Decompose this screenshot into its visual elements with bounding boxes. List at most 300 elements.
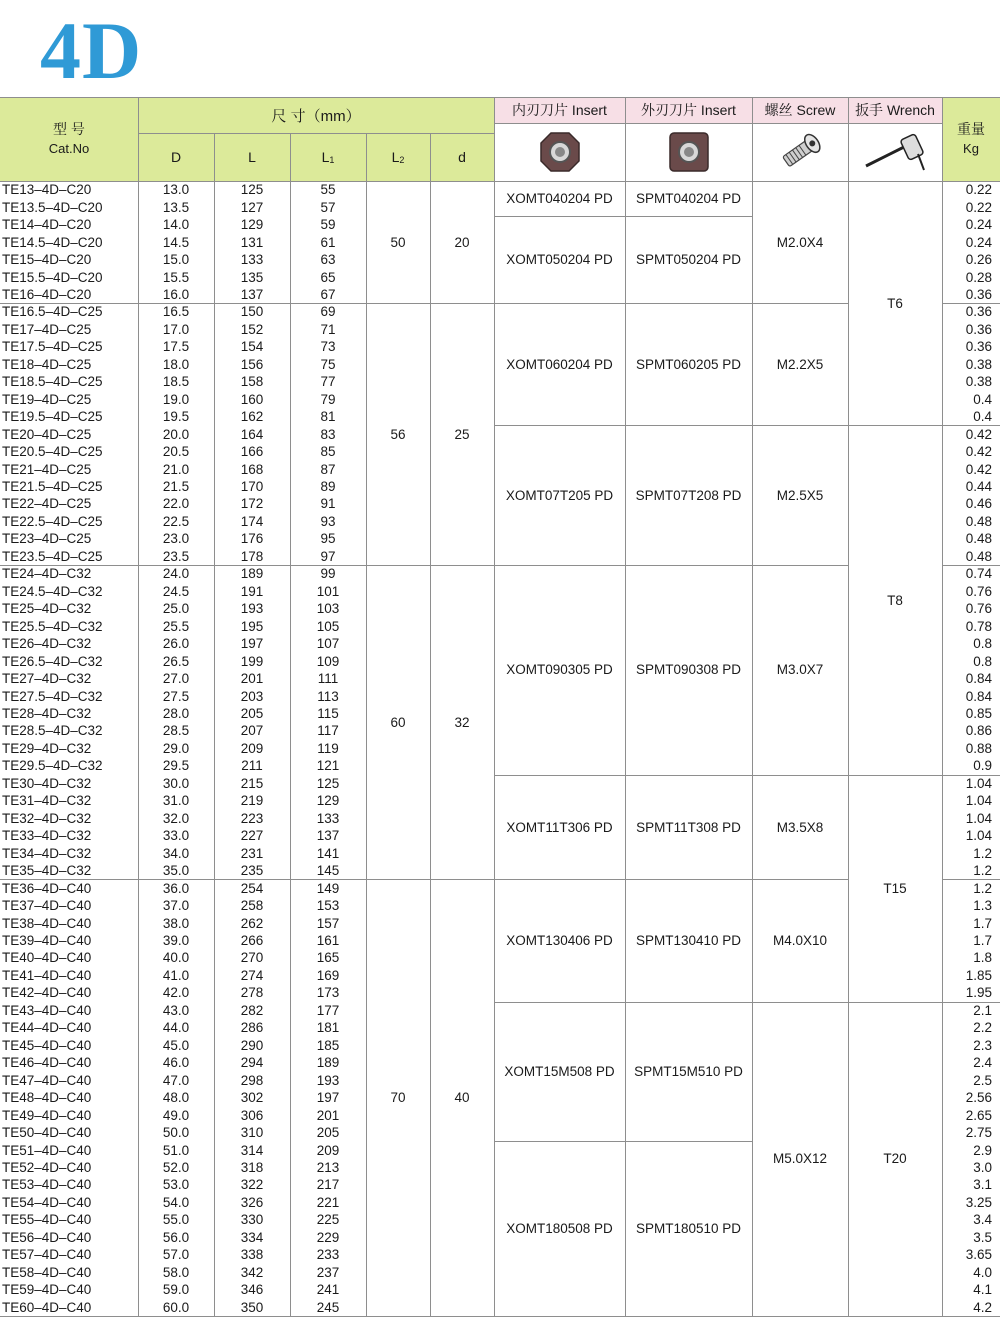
- grid-line: [0, 879, 138, 880]
- grid-line: [752, 565, 848, 566]
- weight-cell: 3.1: [942, 1176, 1000, 1193]
- cat-no-cell: TE27.5–4D–C32: [0, 687, 138, 704]
- grid-line: [494, 303, 752, 304]
- weight-cell: 0.42: [942, 460, 1000, 477]
- D-cell: 53.0: [138, 1176, 214, 1193]
- grid-line: [0, 1316, 1000, 1317]
- grid-line: [848, 97, 849, 1316]
- L1-cell: 169: [290, 967, 366, 984]
- D-cell: 26.5: [138, 652, 214, 669]
- L1-cell: 129: [290, 792, 366, 809]
- L-cell: 154: [214, 338, 290, 355]
- L1-cell: 105: [290, 618, 366, 635]
- L-cell: 298: [214, 1071, 290, 1088]
- L-cell: 203: [214, 687, 290, 704]
- L1-cell: 177: [290, 1002, 366, 1019]
- L-cell: 205: [214, 705, 290, 722]
- L-cell: 286: [214, 1019, 290, 1036]
- col-L2-header: [366, 133, 430, 181]
- weight-cell: 0.36: [942, 303, 1000, 320]
- D-cell: 20.5: [138, 443, 214, 460]
- weight-cell: 0.24: [942, 233, 1000, 250]
- cat-no-cell: TE46–4D–C40: [0, 1054, 138, 1071]
- D-cell: 21.5: [138, 478, 214, 495]
- d-cell: 40: [430, 879, 494, 1316]
- D-cell: 56.0: [138, 1229, 214, 1246]
- D-cell: 17.5: [138, 338, 214, 355]
- L2-cell: 60: [366, 565, 430, 879]
- L1-cell: 93: [290, 513, 366, 530]
- L-cell: 330: [214, 1211, 290, 1228]
- cat-no-header-en: Cat.No: [48, 141, 90, 156]
- grid-line: [494, 123, 942, 124]
- weight-cell: 2.5: [942, 1071, 1000, 1088]
- grid-line: [494, 775, 752, 776]
- weight-cell: 2.3: [942, 1037, 1000, 1054]
- D-cell: 45.0: [138, 1037, 214, 1054]
- L-cell: 290: [214, 1037, 290, 1054]
- D-cell: 30.0: [138, 775, 214, 792]
- weight-cell: 0.24: [942, 216, 1000, 233]
- D-cell: 13.0: [138, 181, 214, 198]
- D-cell: 44.0: [138, 1019, 214, 1036]
- L1-cell: 225: [290, 1211, 366, 1228]
- grid-line: [138, 879, 494, 880]
- L1-cell: 115: [290, 705, 366, 722]
- d-cell: 25: [430, 303, 494, 565]
- cat-no-cell: TE29–4D–C32: [0, 740, 138, 757]
- L-cell: 258: [214, 897, 290, 914]
- cat-no-cell: TE21–4D–C25: [0, 460, 138, 477]
- weight-cell: 1.04: [942, 775, 1000, 792]
- grid-line: [848, 425, 942, 426]
- weight-cell: 2.1: [942, 1002, 1000, 1019]
- outer-insert-cell: SPMT040204 PD: [625, 181, 752, 216]
- D-cell: 35.0: [138, 862, 214, 879]
- grid-line: [366, 133, 367, 1316]
- D-cell: 28.0: [138, 705, 214, 722]
- grid-line: [752, 97, 753, 1316]
- L1-cell: 61: [290, 233, 366, 250]
- L-cell: 193: [214, 600, 290, 617]
- cat-no-cell: TE34–4D–C32: [0, 844, 138, 861]
- L1-cell: 229: [290, 1229, 366, 1246]
- L-cell: 195: [214, 618, 290, 635]
- D-cell: 46.0: [138, 1054, 214, 1071]
- L1-cell: 103: [290, 600, 366, 617]
- screw-header: 螺丝 Screw: [752, 97, 848, 123]
- L1-cell: 109: [290, 652, 366, 669]
- L1-cell: 173: [290, 984, 366, 1001]
- L-cell: 172: [214, 495, 290, 512]
- L1-cell: 245: [290, 1298, 366, 1315]
- cat-no-cell: TE27–4D–C32: [0, 670, 138, 687]
- D-cell: 19.0: [138, 391, 214, 408]
- D-cell: 27.0: [138, 670, 214, 687]
- L1-cell: 125: [290, 775, 366, 792]
- L-cell: 127: [214, 198, 290, 215]
- D-cell: 37.0: [138, 897, 214, 914]
- grid-line: [0, 97, 1000, 98]
- weight-cell: 0.48: [942, 548, 1000, 565]
- weight-cell: 4.2: [942, 1298, 1000, 1315]
- grid-line: [214, 133, 215, 1316]
- weight-cell: 0.22: [942, 181, 1000, 198]
- weight-cell: 1.8: [942, 949, 1000, 966]
- cat-no-cell: TE32–4D–C32: [0, 810, 138, 827]
- grid-line: [942, 303, 1000, 304]
- col-L1-header-subscript: 1: [329, 155, 335, 165]
- L-cell: 342: [214, 1264, 290, 1281]
- cat-no-cell: TE14.5–4D–C20: [0, 233, 138, 250]
- L-cell: 158: [214, 373, 290, 390]
- L2-cell: 56: [366, 303, 430, 565]
- L-cell: 189: [214, 565, 290, 582]
- L1-cell: 149: [290, 879, 366, 896]
- cat-no-cell: TE49–4D–C40: [0, 1106, 138, 1123]
- D-cell: 29.5: [138, 757, 214, 774]
- outer-insert-cell: SPMT07T208 PD: [625, 425, 752, 565]
- inner-insert-cell: XOMT060204 PD: [494, 303, 625, 425]
- L-cell: 306: [214, 1106, 290, 1123]
- screw-cell: M3.0X7: [752, 565, 848, 775]
- L1-cell: 241: [290, 1281, 366, 1298]
- inner-insert-cell: XOMT130406 PD: [494, 879, 625, 1001]
- cat-no-cell: TE59–4D–C40: [0, 1281, 138, 1298]
- inner-insert-cell: XOMT180508 PD: [494, 1141, 625, 1316]
- weight-cell: 3.25: [942, 1194, 1000, 1211]
- cat-no-cell: TE31–4D–C32: [0, 792, 138, 809]
- weight-cell: 1.7: [942, 932, 1000, 949]
- D-cell: 16.5: [138, 303, 214, 320]
- L1-cell: 153: [290, 897, 366, 914]
- D-cell: 50.0: [138, 1124, 214, 1141]
- cat-no-cell: TE53–4D–C40: [0, 1176, 138, 1193]
- L-cell: 197: [214, 635, 290, 652]
- L1-cell: 185: [290, 1037, 366, 1054]
- cat-no-cell: TE48–4D–C40: [0, 1089, 138, 1106]
- weight-cell: 2.65: [942, 1106, 1000, 1123]
- D-cell: 34.0: [138, 844, 214, 861]
- inner-insert-cell: XOMT090305 PD: [494, 565, 625, 775]
- weight-cell: 1.04: [942, 827, 1000, 844]
- col-D-header: D: [138, 133, 214, 181]
- D-cell: 41.0: [138, 967, 214, 984]
- L-cell: 170: [214, 478, 290, 495]
- weight-cell: 0.4: [942, 408, 1000, 425]
- L1-cell: 89: [290, 478, 366, 495]
- cat-no-cell: TE22–4D–C25: [0, 495, 138, 512]
- L1-cell: 233: [290, 1246, 366, 1263]
- L1-cell: 79: [290, 391, 366, 408]
- grid-line: [494, 216, 752, 217]
- cat-no-cell: TE58–4D–C40: [0, 1264, 138, 1281]
- weight-cell: 1.7: [942, 914, 1000, 931]
- weight-cell: 0.42: [942, 443, 1000, 460]
- inner-insert-cell: XOMT11T306 PD: [494, 775, 625, 880]
- L1-cell: 67: [290, 286, 366, 303]
- outer-insert-cell: SPMT090308 PD: [625, 565, 752, 775]
- weight-cell: 1.2: [942, 844, 1000, 861]
- cat-no-cell: TE21.5–4D–C25: [0, 478, 138, 495]
- cat-no-cell: TE26–4D–C32: [0, 635, 138, 652]
- L1-cell: 181: [290, 1019, 366, 1036]
- inner-insert-cell: XOMT15M508 PD: [494, 1002, 625, 1142]
- L-cell: 178: [214, 548, 290, 565]
- D-cell: 47.0: [138, 1071, 214, 1088]
- L-cell: 235: [214, 862, 290, 879]
- wrench-header: 扳手 Wrench: [848, 97, 942, 123]
- L1-cell: 113: [290, 687, 366, 704]
- weight-cell: 0.48: [942, 530, 1000, 547]
- L-cell: 174: [214, 513, 290, 530]
- L-cell: 129: [214, 216, 290, 233]
- L-cell: 209: [214, 740, 290, 757]
- col-L1-header-letter: L: [321, 149, 330, 165]
- weight-cell: 0.86: [942, 722, 1000, 739]
- L-cell: 314: [214, 1141, 290, 1158]
- D-cell: 60.0: [138, 1298, 214, 1315]
- cat-no-cell: TE43–4D–C40: [0, 1002, 138, 1019]
- weight-cell: 0.26: [942, 251, 1000, 268]
- grid-line: [494, 1002, 752, 1003]
- screw-cell: M4.0X10: [752, 879, 848, 1001]
- weight-cell: 0.36: [942, 286, 1000, 303]
- product-table: [0, 97, 1000, 1316]
- L-cell: 160: [214, 391, 290, 408]
- weight-cell: 0.84: [942, 670, 1000, 687]
- L1-cell: 101: [290, 583, 366, 600]
- D-cell: 13.5: [138, 198, 214, 215]
- grid-line: [942, 775, 1000, 776]
- L-cell: 215: [214, 775, 290, 792]
- weight-cell: 0.85: [942, 705, 1000, 722]
- D-cell: 15.5: [138, 268, 214, 285]
- cat-no-cell: TE22.5–4D–C25: [0, 513, 138, 530]
- screw-cell: M2.2X5: [752, 303, 848, 425]
- L-cell: 346: [214, 1281, 290, 1298]
- L-cell: 219: [214, 792, 290, 809]
- L-cell: 350: [214, 1298, 290, 1315]
- screw-cell: M5.0X12: [752, 1002, 848, 1316]
- L1-cell: 85: [290, 443, 366, 460]
- weight-cell: 2.75: [942, 1124, 1000, 1141]
- cat-no-cell: TE17.5–4D–C25: [0, 338, 138, 355]
- D-cell: 29.0: [138, 740, 214, 757]
- L1-cell: 75: [290, 356, 366, 373]
- L1-cell: 107: [290, 635, 366, 652]
- d-cell: 32: [430, 565, 494, 879]
- cat-no-cell: TE25–4D–C32: [0, 600, 138, 617]
- L-cell: 270: [214, 949, 290, 966]
- grid-line: [942, 879, 1000, 880]
- D-cell: 49.0: [138, 1106, 214, 1123]
- L-cell: 152: [214, 321, 290, 338]
- L1-cell: 97: [290, 548, 366, 565]
- D-cell: 23.5: [138, 548, 214, 565]
- weight-cell: 0.38: [942, 373, 1000, 390]
- D-cell: 51.0: [138, 1141, 214, 1158]
- cat-no-cell: TE26.5–4D–C32: [0, 652, 138, 669]
- cat-no-cell: TE38–4D–C40: [0, 914, 138, 931]
- weight-cell: 1.04: [942, 810, 1000, 827]
- L1-cell: 237: [290, 1264, 366, 1281]
- L1-cell: 145: [290, 862, 366, 879]
- weight-cell: 0.44: [942, 478, 1000, 495]
- D-cell: 33.0: [138, 827, 214, 844]
- cat-no-cell: TE30–4D–C32: [0, 775, 138, 792]
- grid-line: [942, 1002, 1000, 1003]
- cat-no-cell: TE14–4D–C20: [0, 216, 138, 233]
- L1-cell: 217: [290, 1176, 366, 1193]
- cat-no-cell: TE45–4D–C40: [0, 1037, 138, 1054]
- cat-no-cell: TE44–4D–C40: [0, 1019, 138, 1036]
- weight-cell: 0.78: [942, 618, 1000, 635]
- L2-cell: 50: [366, 181, 430, 303]
- L1-cell: 117: [290, 722, 366, 739]
- grid-line: [138, 565, 494, 566]
- cat-no-cell: TE28–4D–C32: [0, 705, 138, 722]
- L1-cell: 119: [290, 740, 366, 757]
- L-cell: 125: [214, 181, 290, 198]
- grid-line: [848, 775, 942, 776]
- outer-insert-cell: SPMT050204 PD: [625, 216, 752, 303]
- D-cell: 48.0: [138, 1089, 214, 1106]
- cat-no-cell: TE55–4D–C40: [0, 1211, 138, 1228]
- inner-insert-header-picture: [494, 123, 625, 181]
- weight-cell: 0.4: [942, 391, 1000, 408]
- L-cell: 294: [214, 1054, 290, 1071]
- cat-no-cell: TE23–4D–C25: [0, 530, 138, 547]
- L-cell: 326: [214, 1194, 290, 1211]
- D-cell: 36.0: [138, 879, 214, 896]
- cat-no-cell: TE47–4D–C40: [0, 1071, 138, 1088]
- grid-line: [0, 565, 138, 566]
- L1-cell: 209: [290, 1141, 366, 1158]
- L-cell: 133: [214, 251, 290, 268]
- weight-cell: 0.42: [942, 425, 1000, 442]
- L1-cell: 69: [290, 303, 366, 320]
- L-cell: 278: [214, 984, 290, 1001]
- L-cell: 310: [214, 1124, 290, 1141]
- weight-cell: 1.2: [942, 862, 1000, 879]
- D-cell: 20.0: [138, 425, 214, 442]
- L1-cell: 141: [290, 844, 366, 861]
- L1-cell: 193: [290, 1071, 366, 1088]
- cat-no-cell: TE35–4D–C32: [0, 862, 138, 879]
- L-cell: 137: [214, 286, 290, 303]
- L-cell: 254: [214, 879, 290, 896]
- D-cell: 26.0: [138, 635, 214, 652]
- weight-cell: 2.4: [942, 1054, 1000, 1071]
- inner-insert-cell: XOMT050204 PD: [494, 216, 625, 303]
- L-cell: 334: [214, 1229, 290, 1246]
- wrench-cell: T15: [848, 775, 942, 1002]
- weight-cell: 0.38: [942, 356, 1000, 373]
- grid-line: [290, 133, 291, 1316]
- D-cell: 27.5: [138, 687, 214, 704]
- L-cell: 302: [214, 1089, 290, 1106]
- grid-line: [752, 775, 848, 776]
- cat-no-cell: TE42–4D–C40: [0, 984, 138, 1001]
- L1-cell: 213: [290, 1159, 366, 1176]
- D-cell: 23.0: [138, 530, 214, 547]
- L1-cell: 189: [290, 1054, 366, 1071]
- L1-cell: 55: [290, 181, 366, 198]
- weight-cell: 2.56: [942, 1089, 1000, 1106]
- L-cell: 322: [214, 1176, 290, 1193]
- D-cell: 18.0: [138, 356, 214, 373]
- col-d-header: d: [430, 133, 494, 181]
- weight-cell: 3.65: [942, 1246, 1000, 1263]
- cat-no-cell: TE37–4D–C40: [0, 897, 138, 914]
- weight-cell: 3.5: [942, 1229, 1000, 1246]
- cat-no-cell: TE23.5–4D–C25: [0, 548, 138, 565]
- D-cell: 59.0: [138, 1281, 214, 1298]
- weight-cell: 1.2: [942, 879, 1000, 896]
- weight-header-zh: 重量: [957, 121, 985, 137]
- D-cell: 32.0: [138, 810, 214, 827]
- inner-insert-cell: XOMT040204 PD: [494, 181, 625, 216]
- L1-cell: 73: [290, 338, 366, 355]
- L1-cell: 63: [290, 251, 366, 268]
- D-cell: 16.0: [138, 286, 214, 303]
- screw-cell: M3.5X8: [752, 775, 848, 880]
- grid-line: [625, 97, 626, 1316]
- cat-no-cell: TE24.5–4D–C32: [0, 583, 138, 600]
- D-cell: 54.0: [138, 1194, 214, 1211]
- octagon-insert-icon: [538, 130, 582, 174]
- L-cell: 338: [214, 1246, 290, 1263]
- screw-cell: M2.5X5: [752, 425, 848, 565]
- grid-line: [942, 565, 1000, 566]
- L-cell: 135: [214, 268, 290, 285]
- cat-no-cell: TE18–4D–C25: [0, 356, 138, 373]
- L1-cell: 157: [290, 914, 366, 931]
- grid-line: [752, 879, 848, 880]
- cat-no-cell: TE25.5–4D–C32: [0, 618, 138, 635]
- cat-no-cell: TE15–4D–C20: [0, 251, 138, 268]
- cat-no-cell: TE52–4D–C40: [0, 1159, 138, 1176]
- L1-cell: 87: [290, 460, 366, 477]
- D-cell: 38.0: [138, 914, 214, 931]
- L1-cell: 137: [290, 827, 366, 844]
- weight-cell: 0.36: [942, 321, 1000, 338]
- L1-cell: 91: [290, 495, 366, 512]
- cat-no-cell: TE33–4D–C32: [0, 827, 138, 844]
- outer-insert-header-picture: [625, 123, 752, 181]
- D-cell: 22.5: [138, 513, 214, 530]
- grid-line: [0, 303, 138, 304]
- cat-no-cell: TE13.5–4D–C20: [0, 198, 138, 215]
- wrench-cell: T20: [848, 1002, 942, 1316]
- d-cell: 20: [430, 181, 494, 303]
- L-cell: 156: [214, 356, 290, 373]
- L1-cell: 111: [290, 670, 366, 687]
- L1-cell: 133: [290, 810, 366, 827]
- weight-cell: 0.8: [942, 635, 1000, 652]
- D-cell: 43.0: [138, 1002, 214, 1019]
- D-cell: 39.0: [138, 932, 214, 949]
- outer-insert-cell: SPMT15M510 PD: [625, 1002, 752, 1142]
- L1-cell: 121: [290, 757, 366, 774]
- outer-insert-cell: SPMT180510 PD: [625, 1141, 752, 1316]
- D-cell: 57.0: [138, 1246, 214, 1263]
- L-cell: 274: [214, 967, 290, 984]
- L-cell: 211: [214, 757, 290, 774]
- cat-no-cell: TE20–4D–C25: [0, 425, 138, 442]
- D-cell: 15.0: [138, 251, 214, 268]
